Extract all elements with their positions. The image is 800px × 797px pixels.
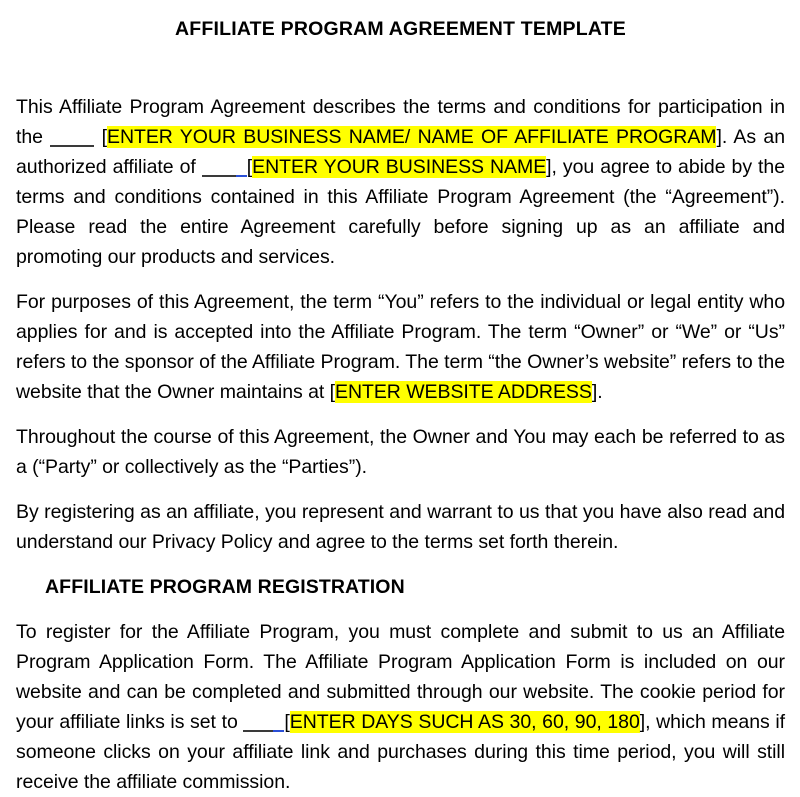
paragraph-privacy: By registering as an affiliate, you represent and warrant to us that you have also read and understand our Privacy Policy and agree to the terms set forth therein. [16,501,785,553]
paragraph-gap [16,482,785,497]
bracket-open-3: [ [329,381,335,403]
paragraph-definitions [16,287,785,407]
blank-rule [202,175,236,177]
paragraph-registration-text-2: ], which means if someone clicks on your affiliate link and purchases during this time period, you will still receive the affiliate commission. [16,711,785,793]
paragraph-intro [16,92,785,272]
paragraph-gap [16,272,785,287]
page-title: AFFILIATE PROGRAM AGREEMENT TEMPLATE [175,18,626,40]
blank-rule [243,730,273,732]
bracket-open-1: [ [101,126,107,148]
paragraph-parties: Throughout the course of this Agreement, the Owner and You may each be referred to as a (“Party” or collectively as the “Parties”). [16,426,785,478]
bracket-open-4: [ [284,711,290,733]
paragraph-intro-text-1: This Affiliate Program Agreement describes the terms and conditions for participation in the [16,96,785,148]
paragraph-gap [16,557,785,572]
paragraph-gap [16,602,785,617]
paragraph-intro-text-3: ], you agree to abide by the terms and conditions contained in this Affiliate Program Agreement (the “Agreement”). Please read the entire Agreement carefully before signing up as an affiliate and promoting our products and services. [16,156,785,268]
paragraph-intro-text-2: ]. As an authorized affiliate of [16,126,785,178]
blank-rule-accent [236,175,247,177]
paragraph-definitions-text-2: ]. [591,381,603,403]
placeholder-website-address[interactable]: ENTER WEBSITE ADDRESS [334,381,592,403]
blank-rule-accent [273,730,284,732]
blank-field-3[interactable] [243,707,284,737]
section-heading-registration: AFFILIATE PROGRAM REGISTRATION [45,576,405,598]
blank-field-1[interactable] [50,122,94,152]
blank-field-2[interactable] [202,152,247,182]
paragraph-registration [16,617,785,797]
paragraph-registration-text-1: To register for the Affiliate Program, you must complete and submit to us an Affiliate Program Application Form. The Affiliate Program Application Form is included on our website and can be completed and submitted through our website. The cookie period for your affiliate links is set to [16,621,785,733]
spacer-1 [94,126,101,148]
bracket-open-2: [ [246,156,253,178]
paragraph-gap [16,407,785,422]
placeholder-cookie-days[interactable]: ENTER DAYS SUCH AS 30, 60, 90, 180 [289,711,640,733]
title-spacer [16,41,785,92]
blank-rule [50,145,94,147]
paragraph-definitions-text-1: For purposes of this Agreement, the term “You” refers to the individual or legal entity who applies for and is accepted into the Affiliate Program. The term “Owner” or “We” or “Us” refers to the sponsor of the Affiliate Program. The term “the Owner’s website” refers to the website that the Owner maintains at [16,291,785,403]
placeholder-business-name-or-program[interactable]: ENTER YOUR BUSINESS NAME/ NAME OF AFFILIATE PROGRAM [107,126,717,148]
placeholder-business-name[interactable]: ENTER YOUR BUSINESS NAME [252,156,547,178]
